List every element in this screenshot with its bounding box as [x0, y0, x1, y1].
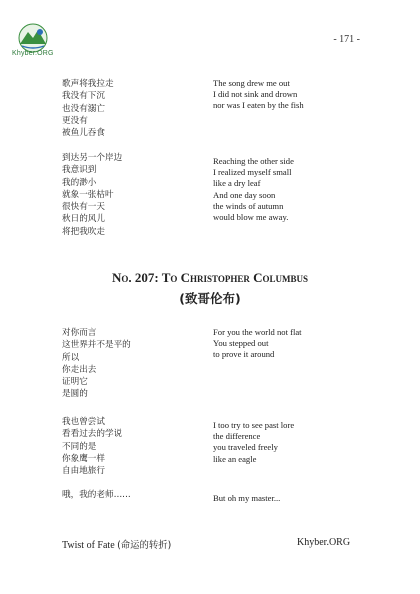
- verse-line: 将把我吹走: [62, 226, 105, 237]
- poem2-stanza1-chinese: [62, 327, 131, 401]
- footer-book-title: [62, 537, 171, 551]
- verse-line: the winds of autumn: [213, 200, 284, 211]
- verse-line: 我没有下沉: [62, 91, 105, 102]
- verse-line: 所以: [62, 352, 80, 363]
- poem1-stanza1-chinese: [62, 78, 114, 139]
- verse-line: 也没有溺亡: [62, 103, 105, 114]
- verse-line: I realized myself small: [213, 167, 292, 178]
- verse-line: 不同的是: [62, 441, 97, 452]
- verse-line: 我意识到: [62, 165, 97, 176]
- verse-line: 更没有: [62, 115, 88, 126]
- verse-line: like an eagle: [213, 453, 257, 464]
- verse-line: 自由地旅行: [62, 466, 105, 477]
- verse-line: 你象鹰一样: [62, 453, 105, 464]
- poem1-stanza2-chinese: [62, 152, 122, 238]
- verse-line: 证明它: [62, 377, 88, 388]
- verse-line: would blow me away.: [213, 212, 289, 223]
- verse-line: nor was I eaten by the fish: [213, 100, 304, 111]
- verse-line: And one day soon: [213, 189, 276, 200]
- verse-line: 我的渺小: [62, 177, 97, 188]
- book-title-chinese: (命运的转折): [117, 540, 172, 551]
- verse-line: 看看过去的学说: [62, 429, 123, 440]
- poem-title-text: No. 207: To Christopher Columbus: [111, 270, 309, 285]
- verse-line: Reaching the other side: [213, 156, 294, 166]
- verse-line: The song drew me out: [213, 78, 290, 88]
- verse-line: You stepped out: [213, 338, 269, 349]
- verse-line: I did not sink and drown: [213, 89, 298, 100]
- verse-line: 是圆的: [62, 389, 88, 400]
- verse-line: like a dry leaf: [213, 178, 261, 189]
- verse-line: But oh my master...: [213, 493, 281, 503]
- verse-line: 对你而言: [62, 328, 97, 338]
- verse-line: the difference: [213, 431, 261, 442]
- verse-line: 你走出去: [62, 364, 97, 375]
- verse-line: 歌声将我拉走: [62, 79, 114, 89]
- footer-site: Khyber.ORG: [297, 537, 351, 548]
- poem-subtitle: (致哥伦布): [179, 291, 241, 306]
- logo-text: Khyber.ORG: [12, 50, 54, 57]
- verse-line: you traveled freely: [213, 442, 278, 453]
- verse-line: For you the world not flat: [213, 327, 302, 337]
- verse-line: 我也曾尝试: [62, 417, 105, 427]
- verse-line: I too try to see past lore: [213, 420, 295, 430]
- poem2-stanza2-chinese: [62, 416, 122, 477]
- poem2-stanza1-english: [213, 327, 302, 361]
- poem1-stanza1-english: [213, 78, 304, 112]
- verse-line: 很快有一天: [62, 202, 105, 213]
- book-title: Twist of Fate: [62, 540, 115, 551]
- verse-line: 这世界并不是平的: [62, 340, 131, 351]
- poem1-stanza2-english: [213, 156, 294, 223]
- verse-line: 秋日的风儿: [62, 214, 105, 225]
- poem2-stanza3-english: [213, 493, 280, 504]
- verse-line: to prove it around: [213, 349, 275, 360]
- page-number: - 171 -: [333, 34, 360, 45]
- poem2-stanza3-chinese: [62, 489, 131, 501]
- verse-line: 被鱼儿吞食: [62, 128, 105, 139]
- verse-line: 到达另一个岸边: [62, 153, 123, 163]
- poem-title: [0, 270, 420, 286]
- verse-line: 哦，我的老师……: [62, 490, 131, 500]
- verse-line: 就象一张枯叶: [62, 189, 114, 200]
- poem2-stanza2-english: [213, 420, 294, 465]
